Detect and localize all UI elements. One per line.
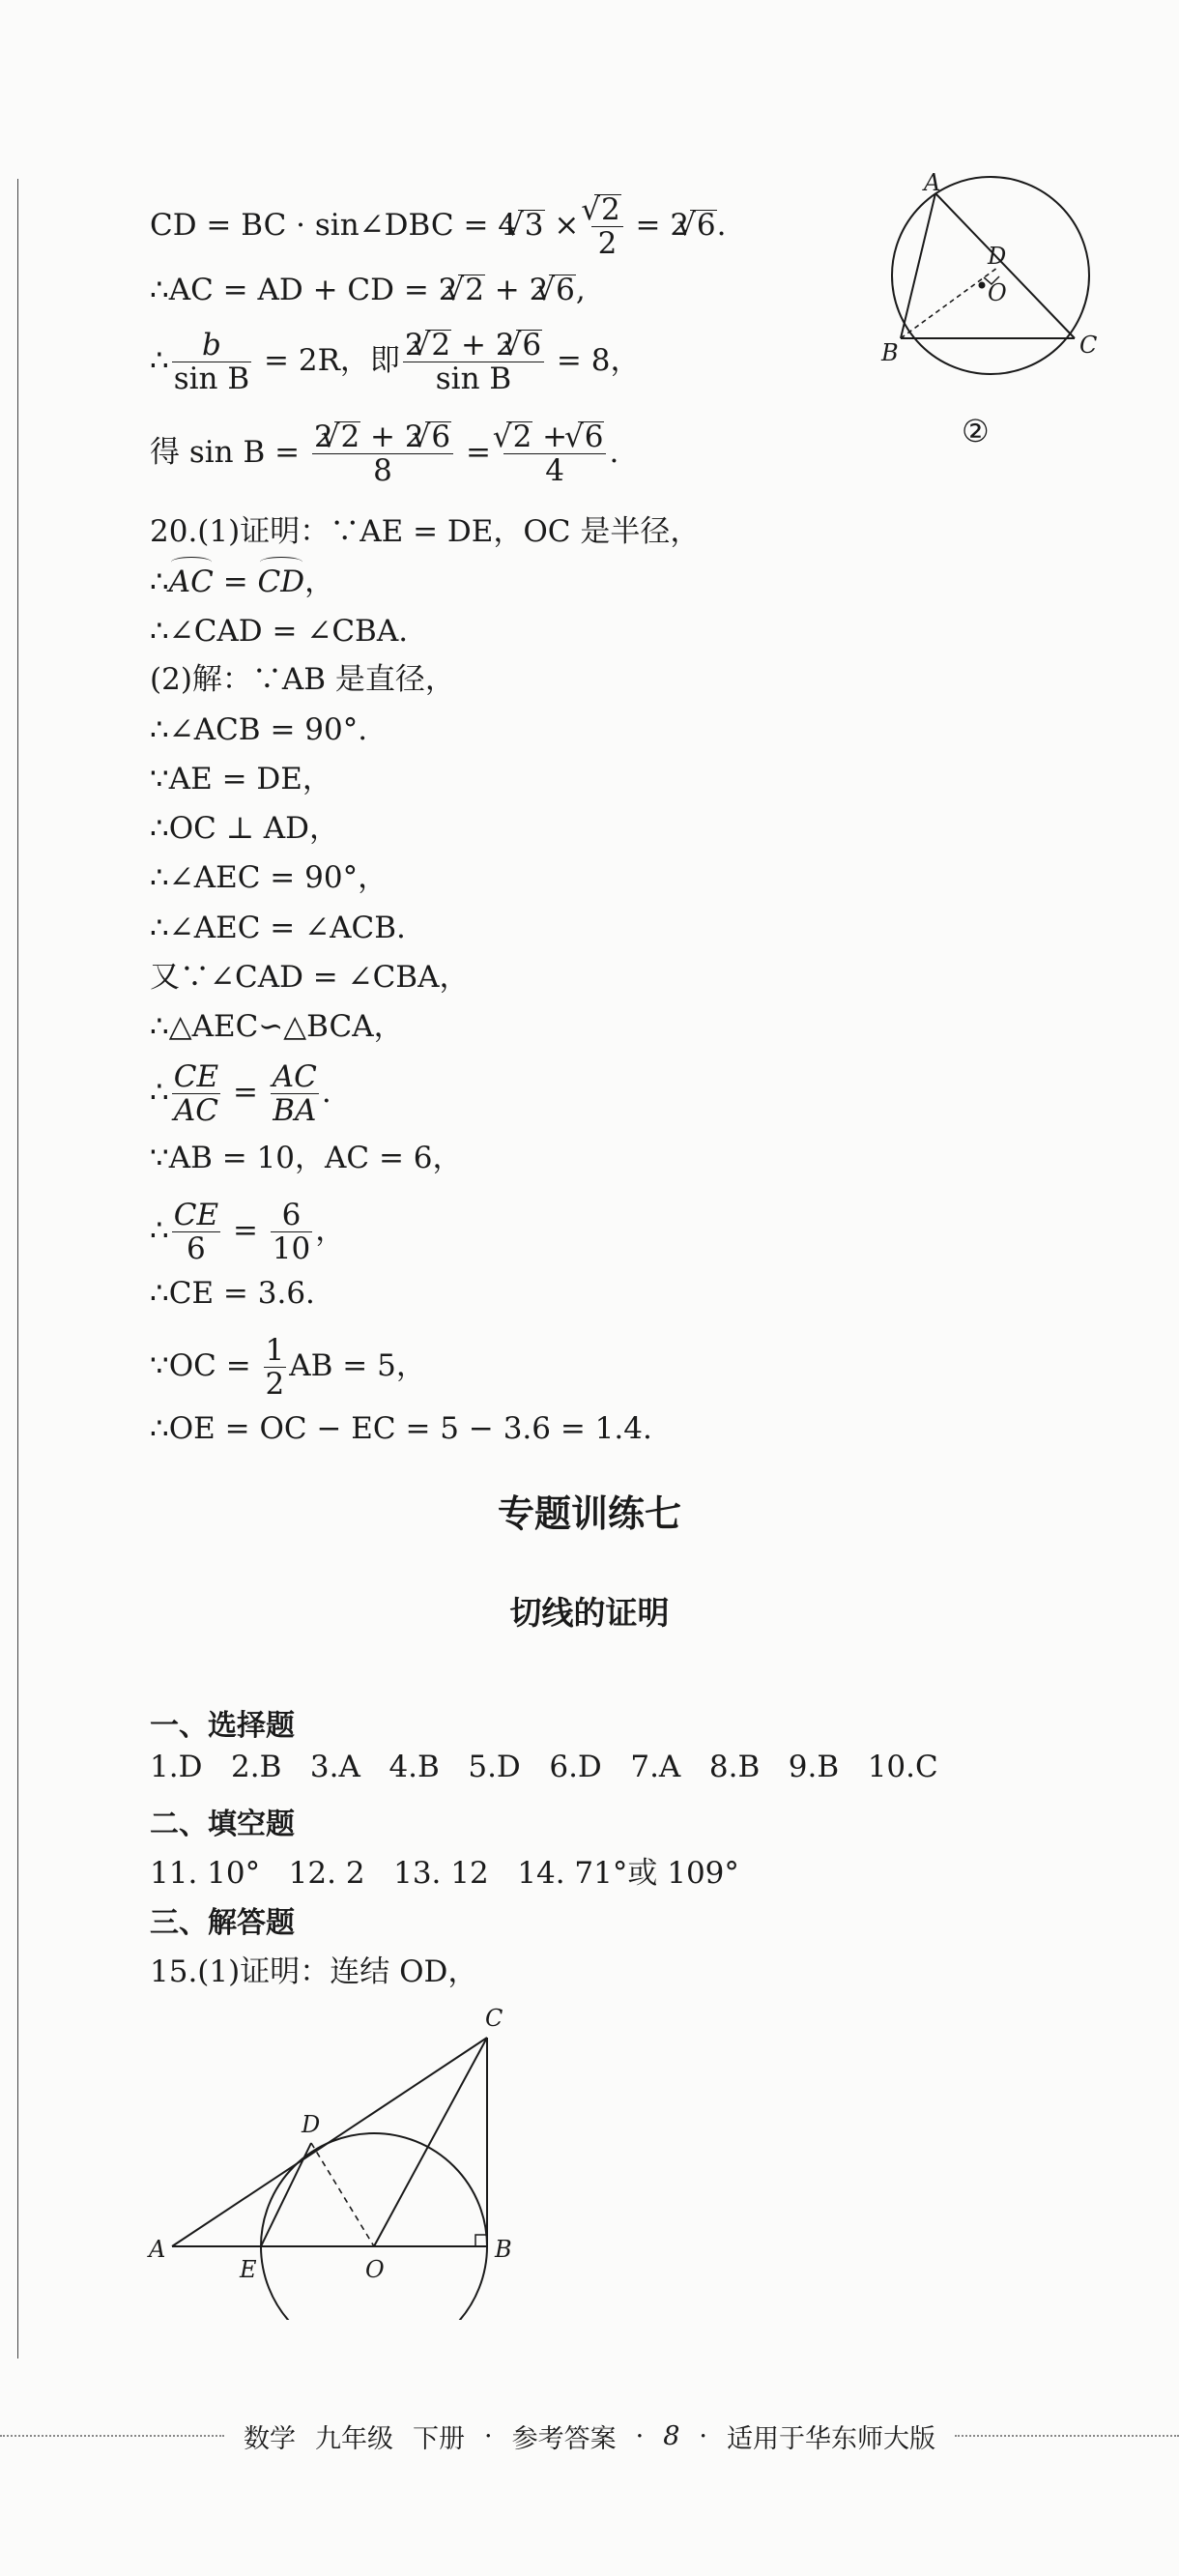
label-d: D [988,243,1007,270]
label-e: E [240,2256,257,2283]
topic-title: 专题训练七 [497,1492,681,1535]
footer-grade: 九年级 [315,2423,394,2454]
problem-15-start: 15.(1)证明：连结 OD， [150,1954,478,1989]
problem-20-part2: (2)解：∵AB 是直径， [150,662,455,697]
problem-20-line: ∴∠AEC = 90°， [150,860,388,895]
problem-20-ratio: ∴ $\frac{CE}{AC}$ = $\frac{AC}{BA}$ . [150,1059,331,1128]
label-b: B [495,2236,512,2263]
problem-20-line: ∴△AEC∽△BCA， [150,1009,404,1044]
footer-volume: 下册 [413,2423,466,2454]
problem-20-line: ∴∠AEC = ∠ACB. [150,911,406,945]
problem-20-line: ∵AB = 10，AC = 6， [150,1141,463,1175]
problem-20-line: ∴∠ACB = 90°. [150,712,368,747]
figure-tangent [135,1991,541,2320]
label-o: O [988,279,1007,306]
problem-20-line: ∵AE = DE， [150,762,332,796]
section-heading-fill: 二、填空题 [150,1808,295,1841]
figure-caption: ② [962,413,990,449]
solution-line-sinb: 得 sin B = $\frac{2√ 2 + 2√ 6}{8}$ = √ $\frac{2 + √ 6}{4}$ . [150,420,618,487]
label-d: D [302,2111,321,2138]
label-b: B [881,339,899,366]
choice-answers: 1.D 2.B 3.A 4.B 5.D 6.D 7.A 8.B 9.B 10.C [150,1750,938,1784]
section-heading-choice: 一、选择题 [150,1709,295,1743]
problem-20-line: 又∵∠CAD = ∠CBA， [150,960,470,995]
page-footer: 数学 九年级 下册 · 参考答案 · 8 · 适用于华东师大版 [0,2417,1179,2455]
solution-line-sine-law: ∴ $\frac{b}{\text{sin B}}$ = 2R，即 $\frac{2√ 2 + 2√ 6}{\text{sin B}}$ = 8， [150,329,640,395]
topic-subtitle: 切线的证明 [509,1594,670,1632]
page-frame-left [17,179,18,2359]
problem-20-line: ∴OC ⊥ AD， [150,811,339,846]
label-o: O [365,2256,385,2283]
label-a: A [149,2236,166,2263]
problem-20-arcs: ∴AC = CD， [150,564,335,599]
solution-line-ac: ∴AC = AD + CD = 2√ 2 + 2√ 6, [150,271,586,309]
label-c: C [485,2005,503,2032]
figure-circle-triangle [870,169,1121,459]
footer-subject: 数学 [244,2423,297,2454]
fill-answers: 11. 10° 12. 2 13. 12 14. 71°或 109° [150,1856,739,1891]
label-a: A [924,169,941,196]
footer-edition: 适用于华东师大版 [726,2423,935,2454]
footer-dots-left [0,2435,224,2437]
label-c: C [1079,332,1098,359]
footer-page-number: 8 [663,2420,680,2451]
problem-20-angle: ∴∠CAD = ∠CBA. [150,614,409,649]
problem-20-ratio-values: ∴ $\frac{CE}{6}$ = $\frac{6}{10}$ ， [150,1198,346,1266]
problem-20-oc: ∵OC = $\frac{1}{2}$ AB = 5， [150,1333,426,1402]
problem-20-result: ∴OE = OC − EC = 5 − 3.6 = 1.4. [150,1411,652,1446]
problem-20-part1: 20.(1)证明：∵AE = DE，OC 是半径， [150,514,701,549]
footer-answers: 参考答案 [511,2423,617,2454]
section-heading-solve: 三、解答题 [150,1906,295,1940]
footer-dots-right [955,2435,1179,2437]
problem-20-line: ∴CE = 3.6. [150,1276,315,1311]
solution-line-cd: CD = BC · sin∠DBC = 4√ 3 × √ $\frac{2}{2}$ = 2√ 6. [150,193,726,260]
